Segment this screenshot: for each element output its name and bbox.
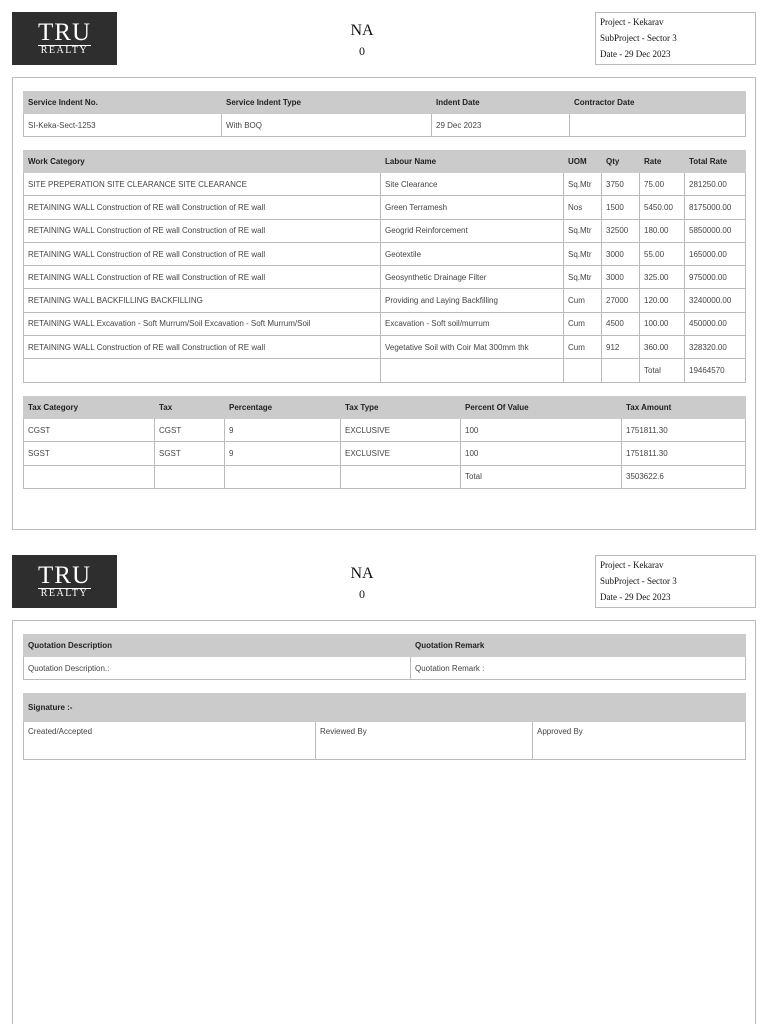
tax-total-row <box>24 465 746 488</box>
labour-name: Excavation - Soft soil/murrum <box>381 312 564 335</box>
table-row <box>24 266 746 289</box>
indent-date-header: Indent Date <box>432 92 570 114</box>
total-rate: 281250.00 <box>685 173 746 196</box>
logo-sub-text: REALTY <box>38 45 92 56</box>
work-category-header: Work Category <box>24 151 381 173</box>
signature-row <box>24 722 746 760</box>
company-logo <box>12 555 117 608</box>
project-label: Project - Kekarav <box>600 17 664 27</box>
rate: 100.00 <box>640 312 685 335</box>
labour-name <box>381 359 564 382</box>
tax-type: EXCLUSIVE <box>341 442 461 465</box>
contractor-date-header: Contractor Date <box>570 92 746 114</box>
quotation-panel <box>12 620 756 1024</box>
title-text: NA <box>350 565 374 582</box>
work-category: SITE PREPERATION SITE CLEARANCE SITE CLEARANCE <box>24 173 381 196</box>
tax-name <box>155 465 225 488</box>
tax-amount-header: Tax Amount <box>622 397 746 419</box>
rate: 55.00 <box>640 242 685 265</box>
qty: 3000 <box>602 266 640 289</box>
quotation-remark: Quotation Remark : <box>411 657 746 680</box>
quotation-table <box>23 634 746 680</box>
tax-name: SGST <box>155 442 225 465</box>
total-rate: 8175000.00 <box>685 196 746 219</box>
work-category: RETAINING WALL BACKFILLING BACKFILLING <box>24 289 381 312</box>
logo-sub-text: REALTY <box>38 588 92 599</box>
work-category: RETAINING WALL Construction of RE wall Construction of RE wall <box>24 196 381 219</box>
labour-name: Providing and Laying Backfilling <box>381 289 564 312</box>
percentage: 9 <box>225 419 341 442</box>
percentage <box>225 465 341 488</box>
uom <box>564 359 602 382</box>
tax-header: Tax <box>155 397 225 419</box>
tax-category <box>24 465 155 488</box>
qty: 912 <box>602 336 640 359</box>
total-label: Total <box>640 359 685 382</box>
indent-type-header: Service Indent Type <box>222 92 432 114</box>
work-table <box>23 150 746 383</box>
quotation-row <box>24 657 746 680</box>
qty: 32500 <box>602 219 640 242</box>
table-row <box>24 312 746 335</box>
signature-heading: Signature :- <box>24 694 746 722</box>
project-info-box <box>595 12 756 65</box>
work-category: RETAINING WALL Construction of RE wall Construction of RE wall <box>24 336 381 359</box>
percentage-header: Percentage <box>225 397 341 419</box>
rate-header: Rate <box>640 151 685 173</box>
work-category: RETAINING WALL Excavation - Soft Murrum/Soil Excavation - Soft Murrum/Soil <box>24 312 381 335</box>
rate: 120.00 <box>640 289 685 312</box>
table-row <box>24 196 746 219</box>
uom: Sq.Mtr <box>564 242 602 265</box>
percent-of-value: 100 <box>461 419 622 442</box>
labour-name: Geotextile <box>381 242 564 265</box>
labour-name: Geosynthetic Drainage Filter <box>381 266 564 289</box>
page-header-2 <box>0 555 768 615</box>
subtitle-text: 0 <box>359 587 365 601</box>
subproject-label: SubProject - Sector 3 <box>600 576 677 586</box>
grand-total: 19464570 <box>685 359 746 382</box>
signature-table <box>23 693 746 760</box>
approved-by-cell: Approved By <box>533 722 746 760</box>
qty: 4500 <box>602 312 640 335</box>
uom: Sq.Mtr <box>564 219 602 242</box>
tax-type-header: Tax Type <box>341 397 461 419</box>
table-row <box>24 442 746 465</box>
labour-name: Site Clearance <box>381 173 564 196</box>
table-row <box>24 336 746 359</box>
uom: Cum <box>564 312 602 335</box>
total-rate: 5850000.00 <box>685 219 746 242</box>
page-header-1 <box>0 12 768 72</box>
subtitle-text: 0 <box>359 44 365 58</box>
logo-main-text: TRU <box>38 561 91 589</box>
table-row <box>24 419 746 442</box>
quotation-description: Quotation Description.: <box>24 657 411 680</box>
tax-amount: 1751811.30 <box>622 419 746 442</box>
labour-name-header: Labour Name <box>381 151 564 173</box>
percentage: 9 <box>225 442 341 465</box>
reviewed-by-cell: Reviewed By <box>316 722 533 760</box>
indent-row <box>24 114 746 137</box>
labour-name: Vegetative Soil with Coir Mat 300mm thk <box>381 336 564 359</box>
table-row <box>24 173 746 196</box>
tax-amount: 1751811.30 <box>622 442 746 465</box>
subproject-label: SubProject - Sector 3 <box>600 33 677 43</box>
total-rate-header: Total Rate <box>685 151 746 173</box>
indent-type: With BOQ <box>222 114 432 137</box>
quotation-description-header: Quotation Description <box>24 635 411 657</box>
project-label: Project - Kekarav <box>600 560 664 570</box>
percent-of-value: 100 <box>461 442 622 465</box>
tax-category: SGST <box>24 442 155 465</box>
qty: 3000 <box>602 242 640 265</box>
tax-header-row <box>24 397 746 419</box>
qty <box>602 359 640 382</box>
work-category: RETAINING WALL Construction of RE wall Construction of RE wall <box>24 266 381 289</box>
qty: 27000 <box>602 289 640 312</box>
labour-name: Green Terramesh <box>381 196 564 219</box>
tax-total: 3503622.6 <box>622 465 746 488</box>
total-rate: 975000.00 <box>685 266 746 289</box>
quotation-remark-header: Quotation Remark <box>411 635 746 657</box>
quotation-header-row <box>24 635 746 657</box>
indent-date: 29 Dec 2023 <box>432 114 570 137</box>
tax-table <box>23 396 746 489</box>
rate: 75.00 <box>640 173 685 196</box>
total-rate: 450000.00 <box>685 312 746 335</box>
work-category: RETAINING WALL Construction of RE wall Construction of RE wall <box>24 242 381 265</box>
labour-name: Geogrid Reinforcement <box>381 219 564 242</box>
tax-name: CGST <box>155 419 225 442</box>
total-label: Total <box>461 465 622 488</box>
uom: Cum <box>564 289 602 312</box>
company-logo <box>12 12 117 65</box>
work-header-row <box>24 151 746 173</box>
tax-type: EXCLUSIVE <box>341 419 461 442</box>
uom: Cum <box>564 336 602 359</box>
created-accepted-cell: Created/Accepted <box>24 722 316 760</box>
total-rate: 3240000.00 <box>685 289 746 312</box>
title-text: NA <box>350 22 374 39</box>
uom-header: UOM <box>564 151 602 173</box>
table-row <box>24 242 746 265</box>
percent-of-value-header: Percent Of Value <box>461 397 622 419</box>
indent-no-header: Service Indent No. <box>24 92 222 114</box>
date-label: Date - 29 Dec 2023 <box>600 592 671 602</box>
rate: 360.00 <box>640 336 685 359</box>
tax-type <box>341 465 461 488</box>
signature-header-row <box>24 694 746 722</box>
logo-main-text: TRU <box>38 18 91 46</box>
uom: Sq.Mtr <box>564 266 602 289</box>
work-total-row <box>24 359 746 382</box>
tax-category-header: Tax Category <box>24 397 155 419</box>
date-label: Date - 29 Dec 2023 <box>600 49 671 59</box>
total-rate: 328320.00 <box>685 336 746 359</box>
indent-table <box>23 91 746 137</box>
project-info-box <box>595 555 756 608</box>
tax-category: CGST <box>24 419 155 442</box>
uom: Nos <box>564 196 602 219</box>
qty: 1500 <box>602 196 640 219</box>
table-row <box>24 289 746 312</box>
indent-no: SI-Keka-Sect-1253 <box>24 114 222 137</box>
qty-header: Qty <box>602 151 640 173</box>
contractor-date <box>570 114 746 137</box>
total-rate: 165000.00 <box>685 242 746 265</box>
indent-header-row <box>24 92 746 114</box>
rate: 5450.00 <box>640 196 685 219</box>
rate: 325.00 <box>640 266 685 289</box>
work-category: RETAINING WALL Construction of RE wall Construction of RE wall <box>24 219 381 242</box>
table-row <box>24 219 746 242</box>
rate: 180.00 <box>640 219 685 242</box>
uom: Sq.Mtr <box>564 173 602 196</box>
work-category <box>24 359 381 382</box>
qty: 3750 <box>602 173 640 196</box>
